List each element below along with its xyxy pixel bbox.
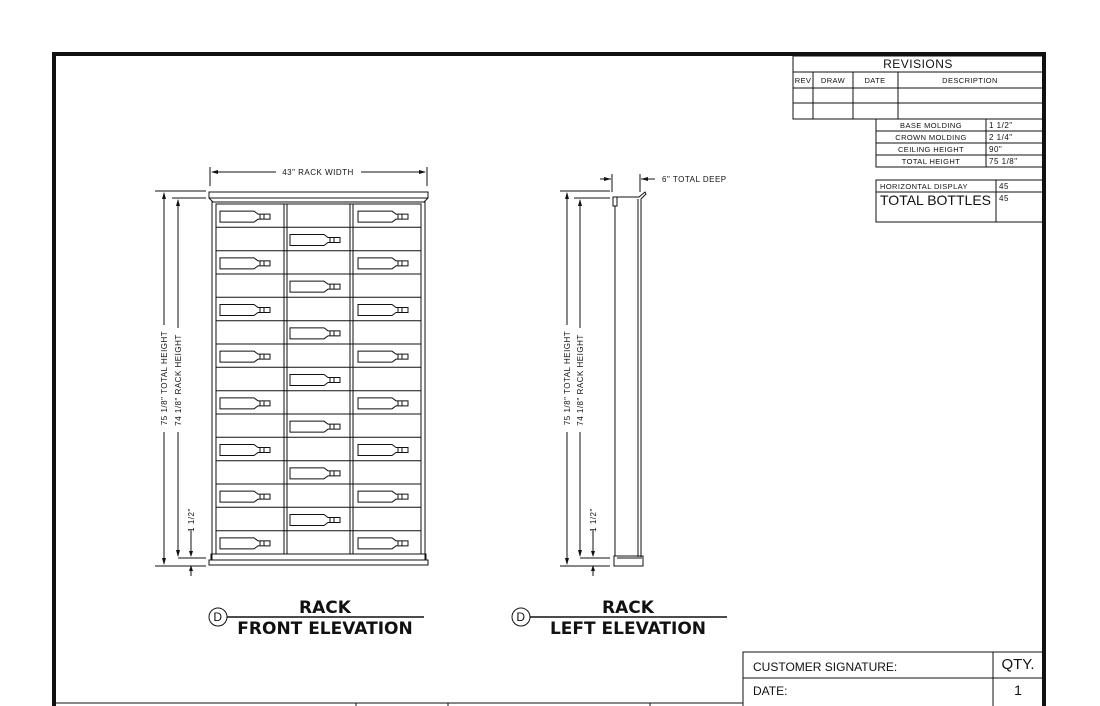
side-marker-letter: D bbox=[516, 610, 526, 624]
total-bottles-value: 45 bbox=[999, 194, 1009, 203]
bottle-icon bbox=[358, 258, 408, 269]
bottle-icon bbox=[290, 468, 340, 479]
bottle-icon bbox=[358, 305, 408, 316]
date-col-header: DATE bbox=[864, 76, 886, 85]
side-title-rack: RACK bbox=[602, 598, 654, 618]
qty-value: 1 bbox=[1014, 682, 1022, 698]
horizontal-display-label: HORIZONTAL DISPLAY bbox=[880, 182, 968, 191]
spec-value-total-height: 75 1/8" bbox=[989, 157, 1018, 166]
bottle-icon bbox=[290, 515, 340, 526]
spec-table bbox=[876, 119, 1043, 167]
bottle-icon bbox=[290, 281, 340, 292]
sheet-border bbox=[54, 54, 1044, 706]
bottle-icon bbox=[220, 258, 270, 269]
front-elevation bbox=[155, 167, 428, 639]
left-elevation bbox=[512, 174, 727, 639]
bottle-icon bbox=[220, 491, 270, 502]
revisions-title: REVISIONS bbox=[883, 57, 953, 71]
front-base-dimension: 1 1/2" bbox=[187, 508, 196, 532]
bottle-icon bbox=[358, 538, 408, 549]
front-title-elevation: FRONT ELEVATION bbox=[237, 619, 413, 639]
draw-col-header: DRAW bbox=[820, 76, 846, 85]
bottle-icon bbox=[220, 445, 270, 456]
bottle-icon bbox=[220, 305, 270, 316]
bottle-icon bbox=[358, 491, 408, 502]
revisions-table bbox=[793, 56, 1043, 119]
front-shelves bbox=[216, 227, 421, 530]
front-marker-letter: D bbox=[213, 610, 223, 624]
date-label: DATE: bbox=[753, 684, 788, 698]
side-depth-dimension: 6" TOTAL DEEP bbox=[662, 175, 727, 184]
front-width-dimension: 43" RACK WIDTH bbox=[282, 168, 354, 177]
bottle-icon bbox=[358, 445, 408, 456]
bottle-icon bbox=[290, 235, 340, 246]
customer-signature-label: CUSTOMER SIGNATURE: bbox=[753, 660, 898, 674]
front-bottles bbox=[220, 211, 408, 549]
bottle-icon bbox=[220, 211, 270, 222]
side-base-dimension: 1 1/2" bbox=[589, 508, 598, 532]
bottle-icon bbox=[358, 398, 408, 409]
spec-value-base-molding: 1 1/2" bbox=[989, 121, 1013, 130]
total-bottles-label: TOTAL BOTTLES bbox=[880, 192, 991, 208]
spec-value-crown-molding: 2 1/4" bbox=[989, 133, 1013, 142]
side-total-height-dimension: 75 1/8" TOTAL HEIGHT bbox=[563, 330, 572, 426]
signature-block bbox=[743, 652, 1043, 706]
front-total-height-dimension: 75 1/8" TOTAL HEIGHT bbox=[160, 330, 169, 426]
side-rack-height-dimension: 74 1/8" RACK HEIGHT bbox=[576, 334, 585, 426]
bottle-icon bbox=[220, 351, 270, 362]
bottle-icon bbox=[290, 375, 340, 386]
bottle-icon bbox=[358, 211, 408, 222]
description-col-header: DESCRIPTION bbox=[942, 76, 998, 85]
bottle-icon bbox=[220, 398, 270, 409]
spec-label-crown-molding: CROWN MOLDING bbox=[895, 133, 967, 142]
spec-label-ceiling-height: CEILING HEIGHT bbox=[897, 145, 965, 154]
rev-col-header: REV bbox=[794, 76, 812, 85]
side-title-elevation: LEFT ELEVATION bbox=[549, 619, 707, 639]
spec-value-ceiling-height: 90" bbox=[989, 145, 1003, 154]
spec-label-base-molding: BASE MOLDING bbox=[900, 121, 962, 130]
spec-label-total-height: TOTAL HEIGHT bbox=[901, 157, 961, 166]
bottle-icon bbox=[290, 328, 340, 339]
bottle-icon bbox=[290, 421, 340, 432]
front-rack-height-dimension: 74 1/8" RACK HEIGHT bbox=[174, 334, 183, 426]
horizontal-display-value: 45 bbox=[999, 182, 1009, 191]
bottle-icon bbox=[220, 538, 270, 549]
bottle-icon bbox=[358, 351, 408, 362]
front-title-rack: RACK bbox=[299, 598, 351, 618]
display-table bbox=[876, 180, 1043, 222]
qty-label: QTY. bbox=[1001, 656, 1035, 673]
